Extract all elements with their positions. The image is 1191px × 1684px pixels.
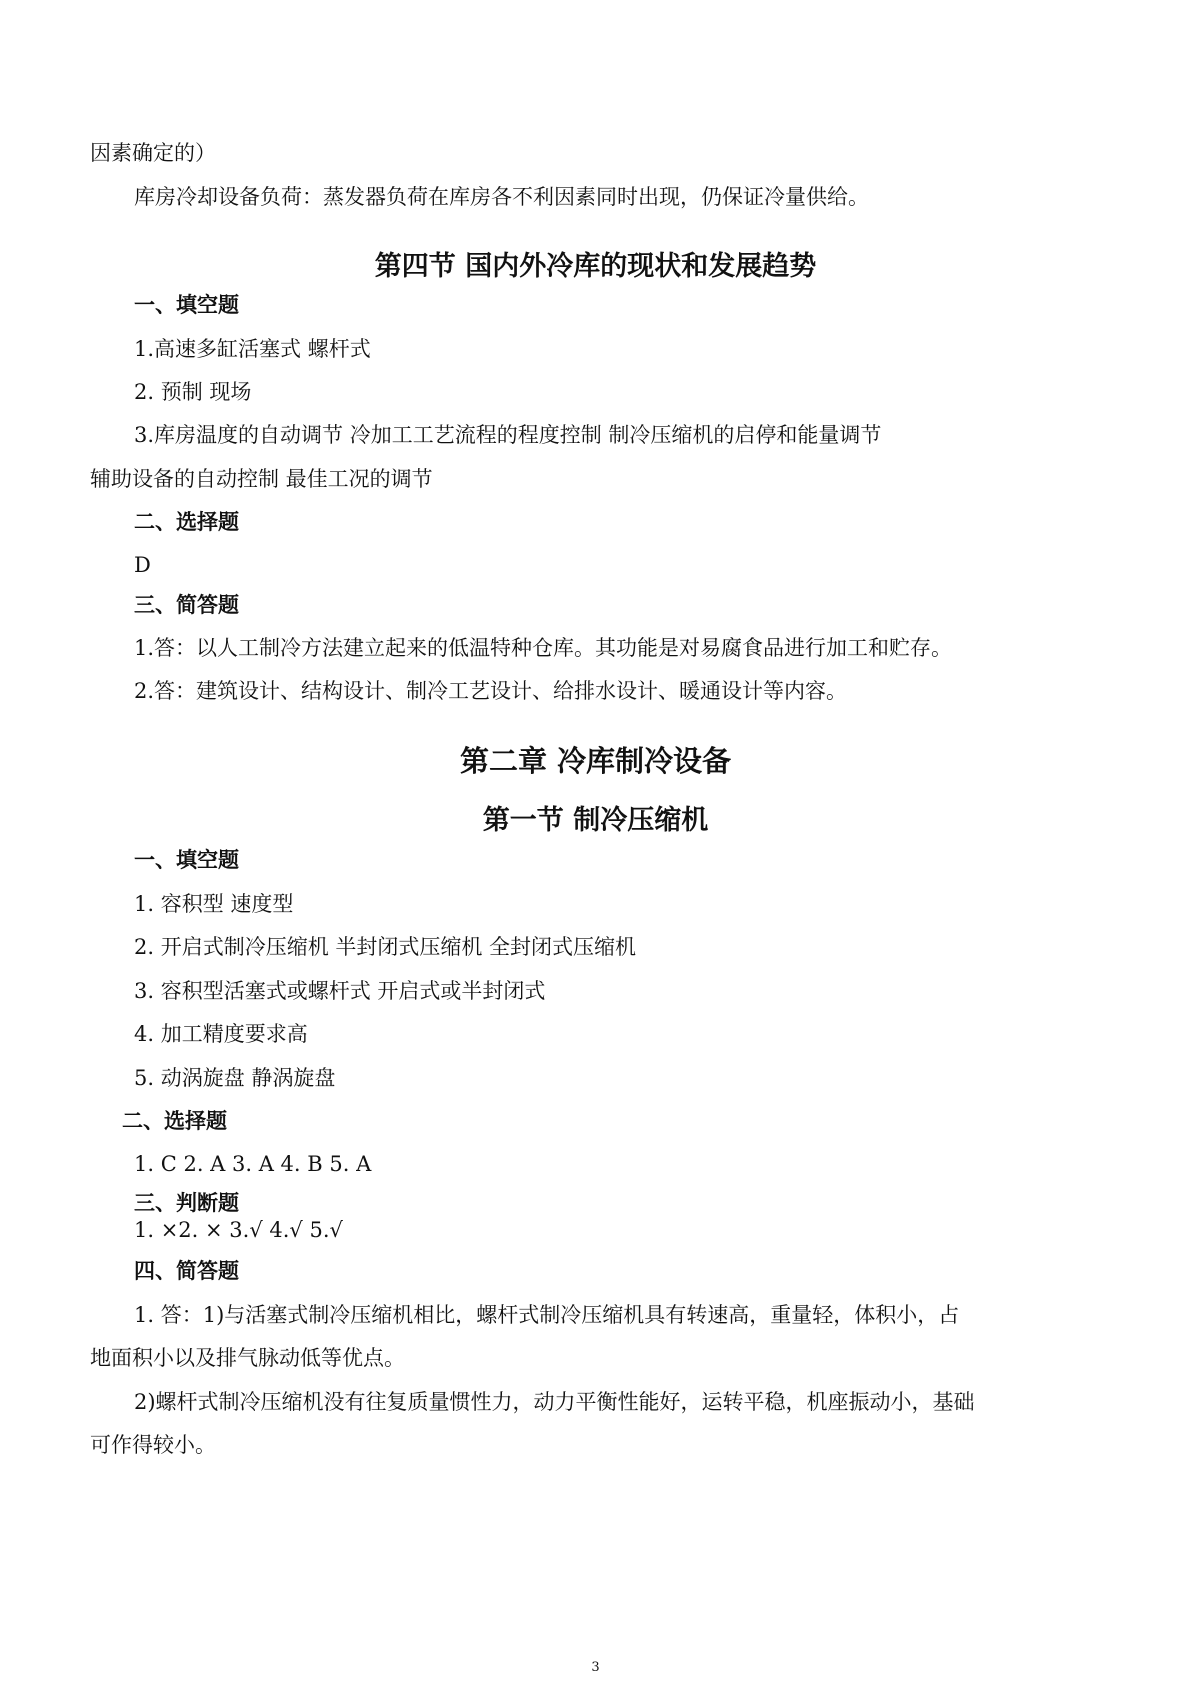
s4-fill-item-3-cont: 辅助设备的自动控制 最佳工况的调节 — [90, 467, 433, 491]
s4-fill-item-2: 2. 预制 现场 — [134, 380, 252, 404]
s4-fill-blank-heading: 一、填空题 — [134, 292, 239, 317]
page-number: 3 — [591, 1660, 600, 1675]
s4-choice-answer: D — [134, 553, 151, 577]
c2s1-choice-answers: 1. C 2. A 3. A 4. B 5. A — [134, 1152, 372, 1176]
c2s1-fill-item-3: 3. 容积型活塞式或螺杆式 开启式或半封闭式 — [134, 979, 546, 1003]
s4-short-answer-1: 1.答：以人工制冷方法建立起来的低温特种仓库。其功能是对易腐食品进行加工和贮存。 — [134, 636, 953, 660]
c2s1-choice-heading: 二、选择题 — [122, 1108, 227, 1133]
s4-short-answer-2: 2.答：建筑设计、结构设计、制冷工艺设计、给排水设计、暖通设计等内容。 — [134, 679, 848, 703]
s4-fill-item-1: 1.高速多缸活塞式 螺杆式 — [134, 337, 371, 361]
ch2-section-1-title: 第一节 制冷压缩机 — [482, 805, 709, 836]
c2s1-fill-item-4: 4. 加工精度要求高 — [134, 1022, 308, 1046]
s4-short-answer-heading: 三、简答题 — [134, 592, 239, 617]
c2s1-true-false-heading: 三、判断题 — [134, 1190, 239, 1215]
c2s1-short-answer-2-line2: 可作得较小。 — [90, 1433, 216, 1457]
c2s1-short-answer-1-line2: 地面积小以及排气脉动低等优点。 — [90, 1346, 405, 1370]
s4-choice-heading: 二、选择题 — [134, 509, 239, 534]
c2s1-short-answer-2-line1: 2)螺杆式制冷压缩机没有往复质量惯性力，动力平衡性能好，运转平稳，机座振动小，基础 — [134, 1390, 975, 1414]
c2s1-fill-item-1: 1. 容积型 速度型 — [134, 892, 294, 916]
c2s1-fill-item-2: 2. 开启式制冷压缩机 半封闭式压缩机 全封闭式压缩机 — [134, 935, 637, 959]
c2s1-short-answer-1-line1: 1. 答：1)与活塞式制冷压缩机相比，螺杆式制冷压缩机具有转速高，重量轻，体积小，占 — [134, 1303, 960, 1327]
c2s1-short-answer-heading: 四、简答题 — [134, 1258, 239, 1283]
paragraph-cooling-load: 库房冷却设备负荷：蒸发器负荷在库房各不利因素同时出现，仍保证冷量供给。 — [134, 185, 869, 209]
c2s1-fill-blank-heading: 一、填空题 — [134, 847, 239, 872]
s4-fill-item-3: 3.库房温度的自动调节 冷加工工艺流程的程度控制 制冷压缩机的启停和能量调节 — [134, 423, 882, 447]
section-4-title: 第四节 国内外冷库的现状和发展趋势 — [374, 251, 817, 282]
c2s1-true-false-answers: 1. ×2. × 3.√ 4.√ 5.√ — [134, 1218, 343, 1242]
chapter-2-title: 第二章 冷库制冷设备 — [459, 744, 732, 778]
paragraph-continuation: 因素确定的） — [90, 141, 216, 165]
c2s1-fill-item-5: 5. 动涡旋盘 静涡旋盘 — [134, 1066, 336, 1090]
